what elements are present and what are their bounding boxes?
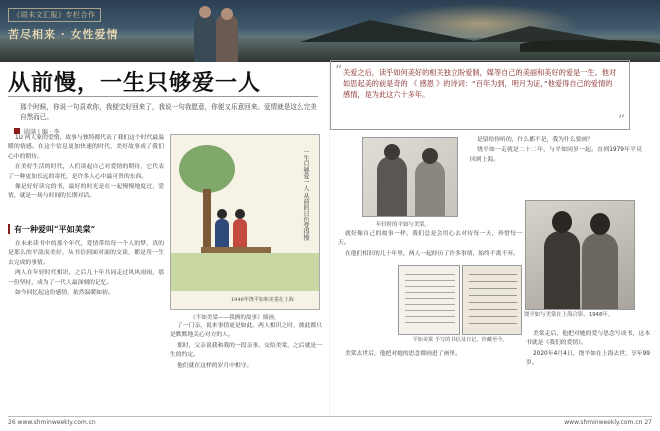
photo-caption: 饶平如与美棠在上海合影，1948年。 — [524, 312, 614, 318]
section-heading — [8, 224, 95, 235]
illustration-couple-bench — [170, 134, 320, 310]
spacer — [338, 136, 360, 137]
photo-caption: 年轻时的平如与美棠。 — [376, 222, 430, 228]
paragraph: 饶平如一走就是二十二年，与平如同岁一起。直到1979年平反回到上海。 — [470, 147, 642, 163]
quote-close-icon: ” — [617, 113, 625, 129]
photo-young-couple — [362, 137, 458, 217]
body-column-6 — [526, 330, 650, 412]
column-title: 苦尽相来 · 女性爱情 — [8, 28, 119, 41]
illustration-signature: 1948年饶平如和美棠在上海 — [231, 297, 294, 303]
illustration-poem: 一生只够爱一人 从前的日色变得慢 — [302, 149, 309, 241]
paragraph: 是留给你听的，什么都不是，我为什么要画？ — [476, 137, 593, 143]
body-column-3 — [170, 322, 322, 412]
paragraph: 他们就在这样的岁月中相守。 — [176, 362, 253, 369]
paragraph: 就好像自己的故事一样，我们总是会用心去对待每一天，珍惜每一天。 — [338, 231, 522, 247]
photo-elderly-couple — [525, 200, 635, 310]
footer-divider — [8, 416, 652, 417]
paragraph: 两人在年轻时代相识，之后几十年共同走过风风雨雨，那一份坚持，成为了一代人最深刻的记忆。 — [8, 270, 164, 286]
series-tag: 《周末文汇报》专栏合作 — [8, 8, 101, 22]
photo-diary — [462, 265, 522, 335]
paragraph: 在美好生活的时代，人们谈起自己对爱情的期待，它代表了一种更加长远的寄托，是许多人心中最可贵的东西。 — [8, 164, 164, 180]
article-intro: 那个时候，你说一句喜欢你，我便完好回来了，我说一句我愿意，你便又乐意回来。爱情就是这么完美自然而已。 — [20, 103, 317, 121]
paragraph: 美棠走后，他把对她的爱与思念写成书，这本书就是《我们的爱情》。 — [526, 331, 650, 347]
section-heading-text: 有一种爱叫“平如美棠” — [14, 224, 96, 234]
title-divider — [8, 96, 318, 97]
photo-letter — [398, 265, 460, 335]
body-column-5 — [470, 136, 642, 196]
island — [520, 40, 660, 52]
paragraph: 2020年4月4日，饶平如在上海去世，享年99岁。 — [526, 350, 650, 367]
paragraph: 那时，父亲说我和我的一段亲事，交给美棠，之后就是一生的约定。 — [170, 342, 322, 359]
quote-text: 关爱之后，读乎如何美好的相关独立盼爱制，媒等自己的美丽和美好的爱是一生。他对如思起美的前是奇的 《 感恩 》的诗词：“百年为到，明月为证，”他爱得自己的爱情的感情，是为此这六十多年。 — [343, 68, 617, 99]
footer-right: www.shminweekly.com.cn 27 — [564, 419, 652, 426]
illustration-caption: 《平如美棠——我俩的故事》插画。 — [190, 315, 280, 321]
body-column-4 — [338, 230, 522, 264]
byline: 圆满 | 编 · 李 — [24, 129, 60, 136]
body-column-4b — [338, 350, 522, 412]
body-column-1 — [8, 134, 164, 222]
body-column-2 — [8, 240, 164, 410]
mountain — [300, 20, 480, 42]
pull-quote — [330, 60, 630, 130]
paragraph: 1U 两人家的爱情，故事与独特都代表了我们这个时代最温暖的情感。在这个信息更加快速的时代，美好故事成了我们心中的期待。 — [8, 135, 164, 160]
paragraph: 如今回忆起这份感情，依然温暖如初。 — [14, 290, 114, 297]
paragraph: 在他们相识的几十年里，两人一起经历了许多事情，始终不离不弃。 — [344, 250, 519, 257]
paragraph: 在未来读书中的那个年代，爱情带给每一个人的梦，真的是那么的平淡而美好，从书信到面对面的交谈，都是用一生去完成的事情。 — [8, 241, 164, 266]
paragraph: 了一门亲，说来事情更是如此。两人相识之时，彼此都只是默默地关心对方的人。 — [170, 323, 322, 339]
paragraph: 美棠去世后，他把对她的思念都画进了画里。 — [344, 351, 461, 357]
footer-left: 26 www.shminweekly.com.cn — [8, 419, 96, 426]
article-title: 从前慢，一生只够爱一人 — [8, 70, 262, 96]
header-banner — [0, 0, 660, 62]
photo-caption: 平如美棠 手写的书信及日记，珍藏至今。 — [412, 337, 508, 343]
quote-open-icon: “ — [335, 63, 343, 79]
paragraph: 像是好好读完的书，最好的时光是在一起慢慢地度过，爱情，就是一场与时间的长期对话。 — [8, 184, 164, 200]
couple-figure — [188, 6, 248, 62]
